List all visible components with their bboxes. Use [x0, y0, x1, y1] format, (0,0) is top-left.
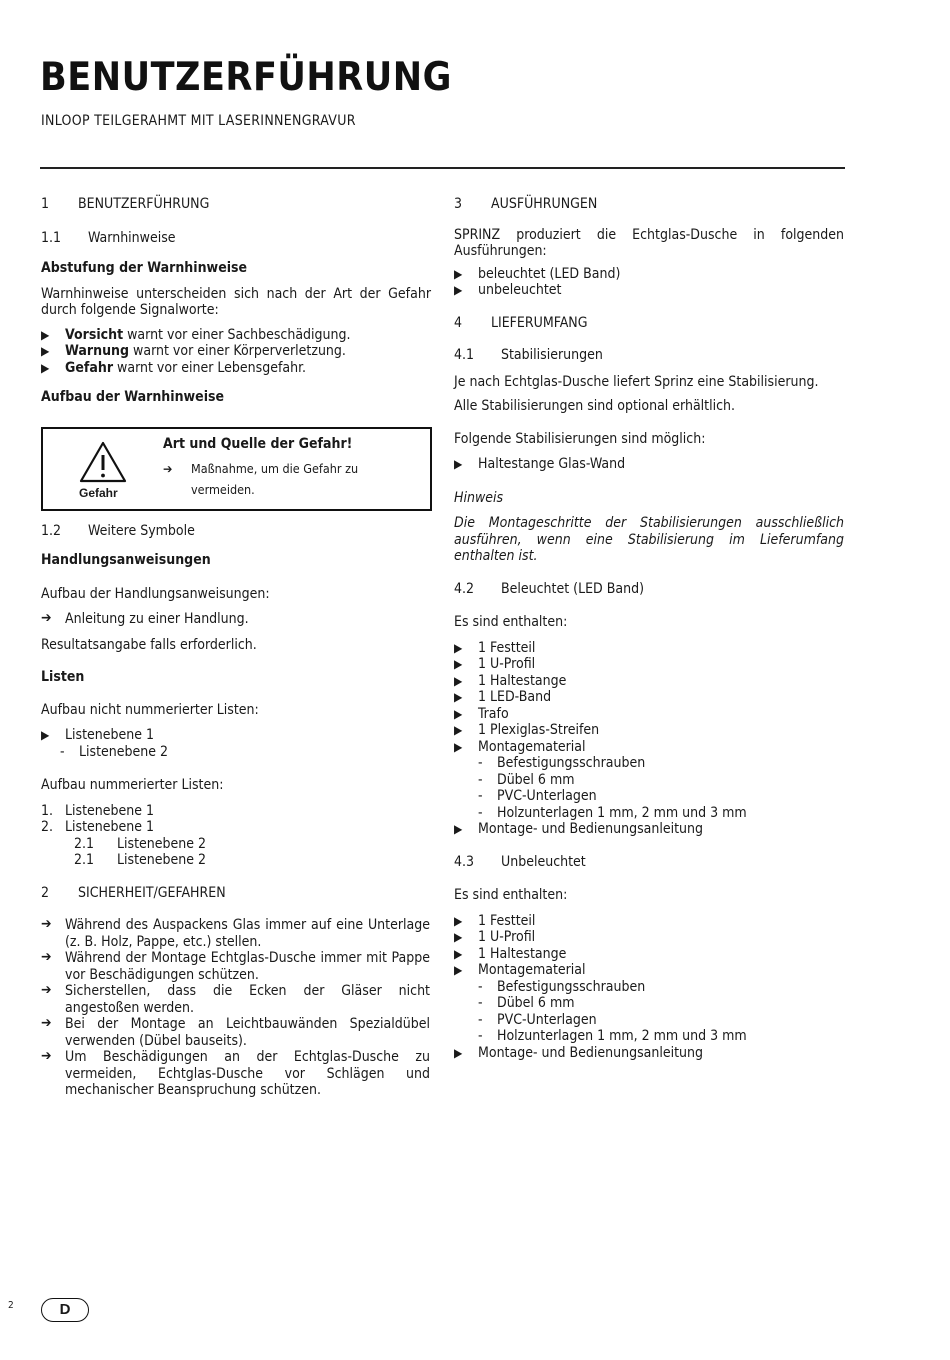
section-1-1-heading: 1.1 Warnhinweise [41, 229, 176, 246]
list-item: - Befestigungsschrauben [454, 979, 844, 996]
list-item: ▶ Vorsicht warnt vor einer Sachbeschädigung. [41, 327, 431, 344]
list-item: ▶ 1 LED-Band [454, 689, 844, 706]
right-column [454, 196, 844, 1061]
list-item: ➔ Während des Auspackens Glas immer auf eine Unterlage (z. B. Holz, Pappe, etc.) stellen. [41, 917, 430, 950]
handlung-result: Resultatsangabe falls erforderlich. [41, 636, 257, 653]
list-item: ➔ Während der Montage Echtglas-Dusche immer mit Pappe vor Beschädigungen schützen. [41, 950, 430, 983]
led-contents-list-end [454, 821, 844, 838]
list-item: ▶ 1 Haltestange [454, 673, 844, 690]
section-4-1-text-2: Alle Stabilisierungen sind optional erhältlich. [454, 398, 736, 414]
listen-heading: Listen [41, 669, 85, 685]
abstufung-text: Warnhinweise unterscheiden sich nach der Art der Gefahr durch folgende Signalworte: [41, 285, 431, 318]
list-item: 2.1 Listenebene 2 [74, 835, 206, 852]
handlung-list [41, 611, 431, 628]
list-item: - Dübel 6 mm [454, 772, 844, 789]
section-4-1-text-3: Folgende Stabilisierungen sind möglich: [454, 430, 706, 447]
list-item: ▶ Gefahr warnt vor einer Lebensgefahr. [41, 360, 431, 377]
stabilization-list [454, 456, 844, 473]
variants-list [454, 266, 844, 299]
list-item: ▶ Montage- und Bedienungsanleitung [454, 1045, 844, 1062]
section-4-3-intro: Es sind enthalten: [454, 887, 568, 903]
language-badge: D [41, 1298, 89, 1322]
page-number: 2 [8, 1300, 14, 1311]
section-4-heading: 4 LIEFERUMFANG [454, 314, 588, 331]
handlung-heading: Handlungsanweisungen [41, 552, 211, 568]
listen-intro-unnumbered: Aufbau nicht nummerierter Listen: [41, 701, 259, 718]
arrow-icon: ➔ [163, 460, 173, 476]
handlung-intro: Aufbau der Handlungsanweisungen: [41, 585, 270, 602]
list-item: ▶ 1 U-Profil [454, 656, 844, 673]
unlit-material-sublist [454, 979, 844, 1045]
list-item: ▶ beleuchtet (LED Band) [454, 266, 844, 283]
numbered-list [41, 803, 431, 869]
list-item: ▶ 1 Festteil [454, 913, 844, 930]
list-item: - Dübel 6 mm [454, 995, 844, 1012]
list-item: ▶ Listenebene 1 [41, 727, 431, 744]
section-4-2-heading: 4.2 Beleuchtet (LED Band) [454, 580, 645, 597]
list-item: - Holzunterlagen 1 mm, 2 mm und 3 mm [454, 805, 844, 822]
unlit-contents-list-end [454, 1045, 844, 1062]
warning-icon-label: Gefahr [79, 485, 118, 500]
list-item: ▶ 1 Plexiglas-Streifen [454, 722, 844, 739]
hinweis-heading: Hinweis [454, 489, 504, 506]
section-1-heading: 1 BENUTZERFÜHRUNG [41, 196, 210, 212]
list-item: 1. Listenebene 1 [41, 802, 154, 819]
list-item: ➔ Anleitung zu einer Handlung. [41, 611, 431, 628]
signal-list [41, 327, 431, 377]
section-3-text: SPRINZ produziert die Echtglas-Dusche in folgenden Ausführungen: [454, 226, 844, 259]
section-3-heading: 3 AUSFÜHRUNGEN [454, 196, 598, 212]
list-item: ▶ unbeleuchtet [454, 282, 844, 299]
section-4-3-heading: 4.3 Unbeleuchtet [454, 853, 586, 870]
list-item: ▶ Warnung warnt vor einer Körperverletzung. [41, 343, 431, 360]
header-rule [40, 167, 845, 169]
list-item: ▶ Montagematerial [454, 739, 844, 756]
list-item: ➔ Bei der Montage an Leichtbauwänden Spezialdübel verwenden (Dübel bauseits). [41, 1016, 430, 1049]
list-item: - PVC-Unterlagen [454, 788, 844, 805]
list-item: ➔ Um Beschädigungen an der Echtglas-Dusche zu vermeiden, Echtglas-Dusche vor Schlägen und mechanischer Beanspruchung schützen. [41, 1049, 430, 1099]
warning-triangle-icon [79, 441, 127, 483]
unnumbered-list [41, 727, 431, 744]
safety-list [41, 917, 430, 1099]
page-subtitle: INLOOP TEILGERAHMT MIT LASERINNENGRAVUR [41, 113, 356, 129]
list-item: - Listenebene 2 [36, 744, 431, 761]
section-4-2-intro: Es sind enthalten: [454, 614, 568, 630]
listen-intro-numbered: Aufbau nummerierter Listen: [41, 777, 224, 793]
section-2-heading: 2 SICHERHEIT/GEFAHREN [41, 884, 226, 901]
abstufung-heading: Abstufung der Warnhinweise [41, 260, 248, 276]
list-item: - PVC-Unterlagen [454, 1012, 844, 1029]
list-item: - Holzunterlagen 1 mm, 2 mm und 3 mm [454, 1028, 844, 1045]
led-material-sublist [454, 755, 844, 821]
section-4-1-heading: 4.1 Stabilisierungen [454, 347, 603, 363]
list-item: ▶ 1 Festteil [454, 640, 844, 657]
list-item: 2. Listenebene 1 [41, 819, 154, 835]
unnumbered-sublist [36, 744, 431, 761]
unlit-contents-list [454, 913, 844, 979]
section-1-2-heading: 1.2 Weitere Symbole [41, 522, 195, 539]
list-item: ▶ 1 U-Profil [454, 929, 844, 946]
warning-title: Art und Quelle der Gefahr! [163, 435, 353, 452]
list-item: ▶ 1 Haltestange [454, 946, 844, 963]
hinweis-text: Die Montageschritte der Stabilisierungen ausschließlich ausführen, wenn eine Stabilisierung im Lieferumfang enthalten ist. [454, 515, 844, 564]
led-contents-list [454, 640, 844, 756]
list-item: ▶ Montage- und Bedienungsanleitung [454, 821, 844, 838]
list-item: 2.1 Listenebene 2 [74, 852, 206, 868]
warning-measure: ➔ Maßnahme, um die Gefahr zu vermeiden. [163, 458, 425, 500]
list-item: ▶ Haltestange Glas-Wand [454, 456, 844, 473]
list-item: ➔ Sicherstellen, dass die Ecken der Gläser nicht angestoßen werden. [41, 983, 430, 1016]
page-title: BENUTZERFÜHRUNG [40, 55, 452, 100]
list-item: ▶ Montagematerial [454, 962, 844, 979]
left-column [41, 196, 431, 1099]
warning-box [41, 427, 432, 511]
section-4-1-text-1: Je nach Echtglas-Dusche liefert Sprinz eine Stabilisierung. [454, 373, 819, 390]
list-item: - Befestigungsschrauben [454, 755, 844, 772]
aufbau-heading: Aufbau der Warnhinweise [41, 389, 225, 405]
list-item: ▶ Trafo [454, 706, 844, 723]
